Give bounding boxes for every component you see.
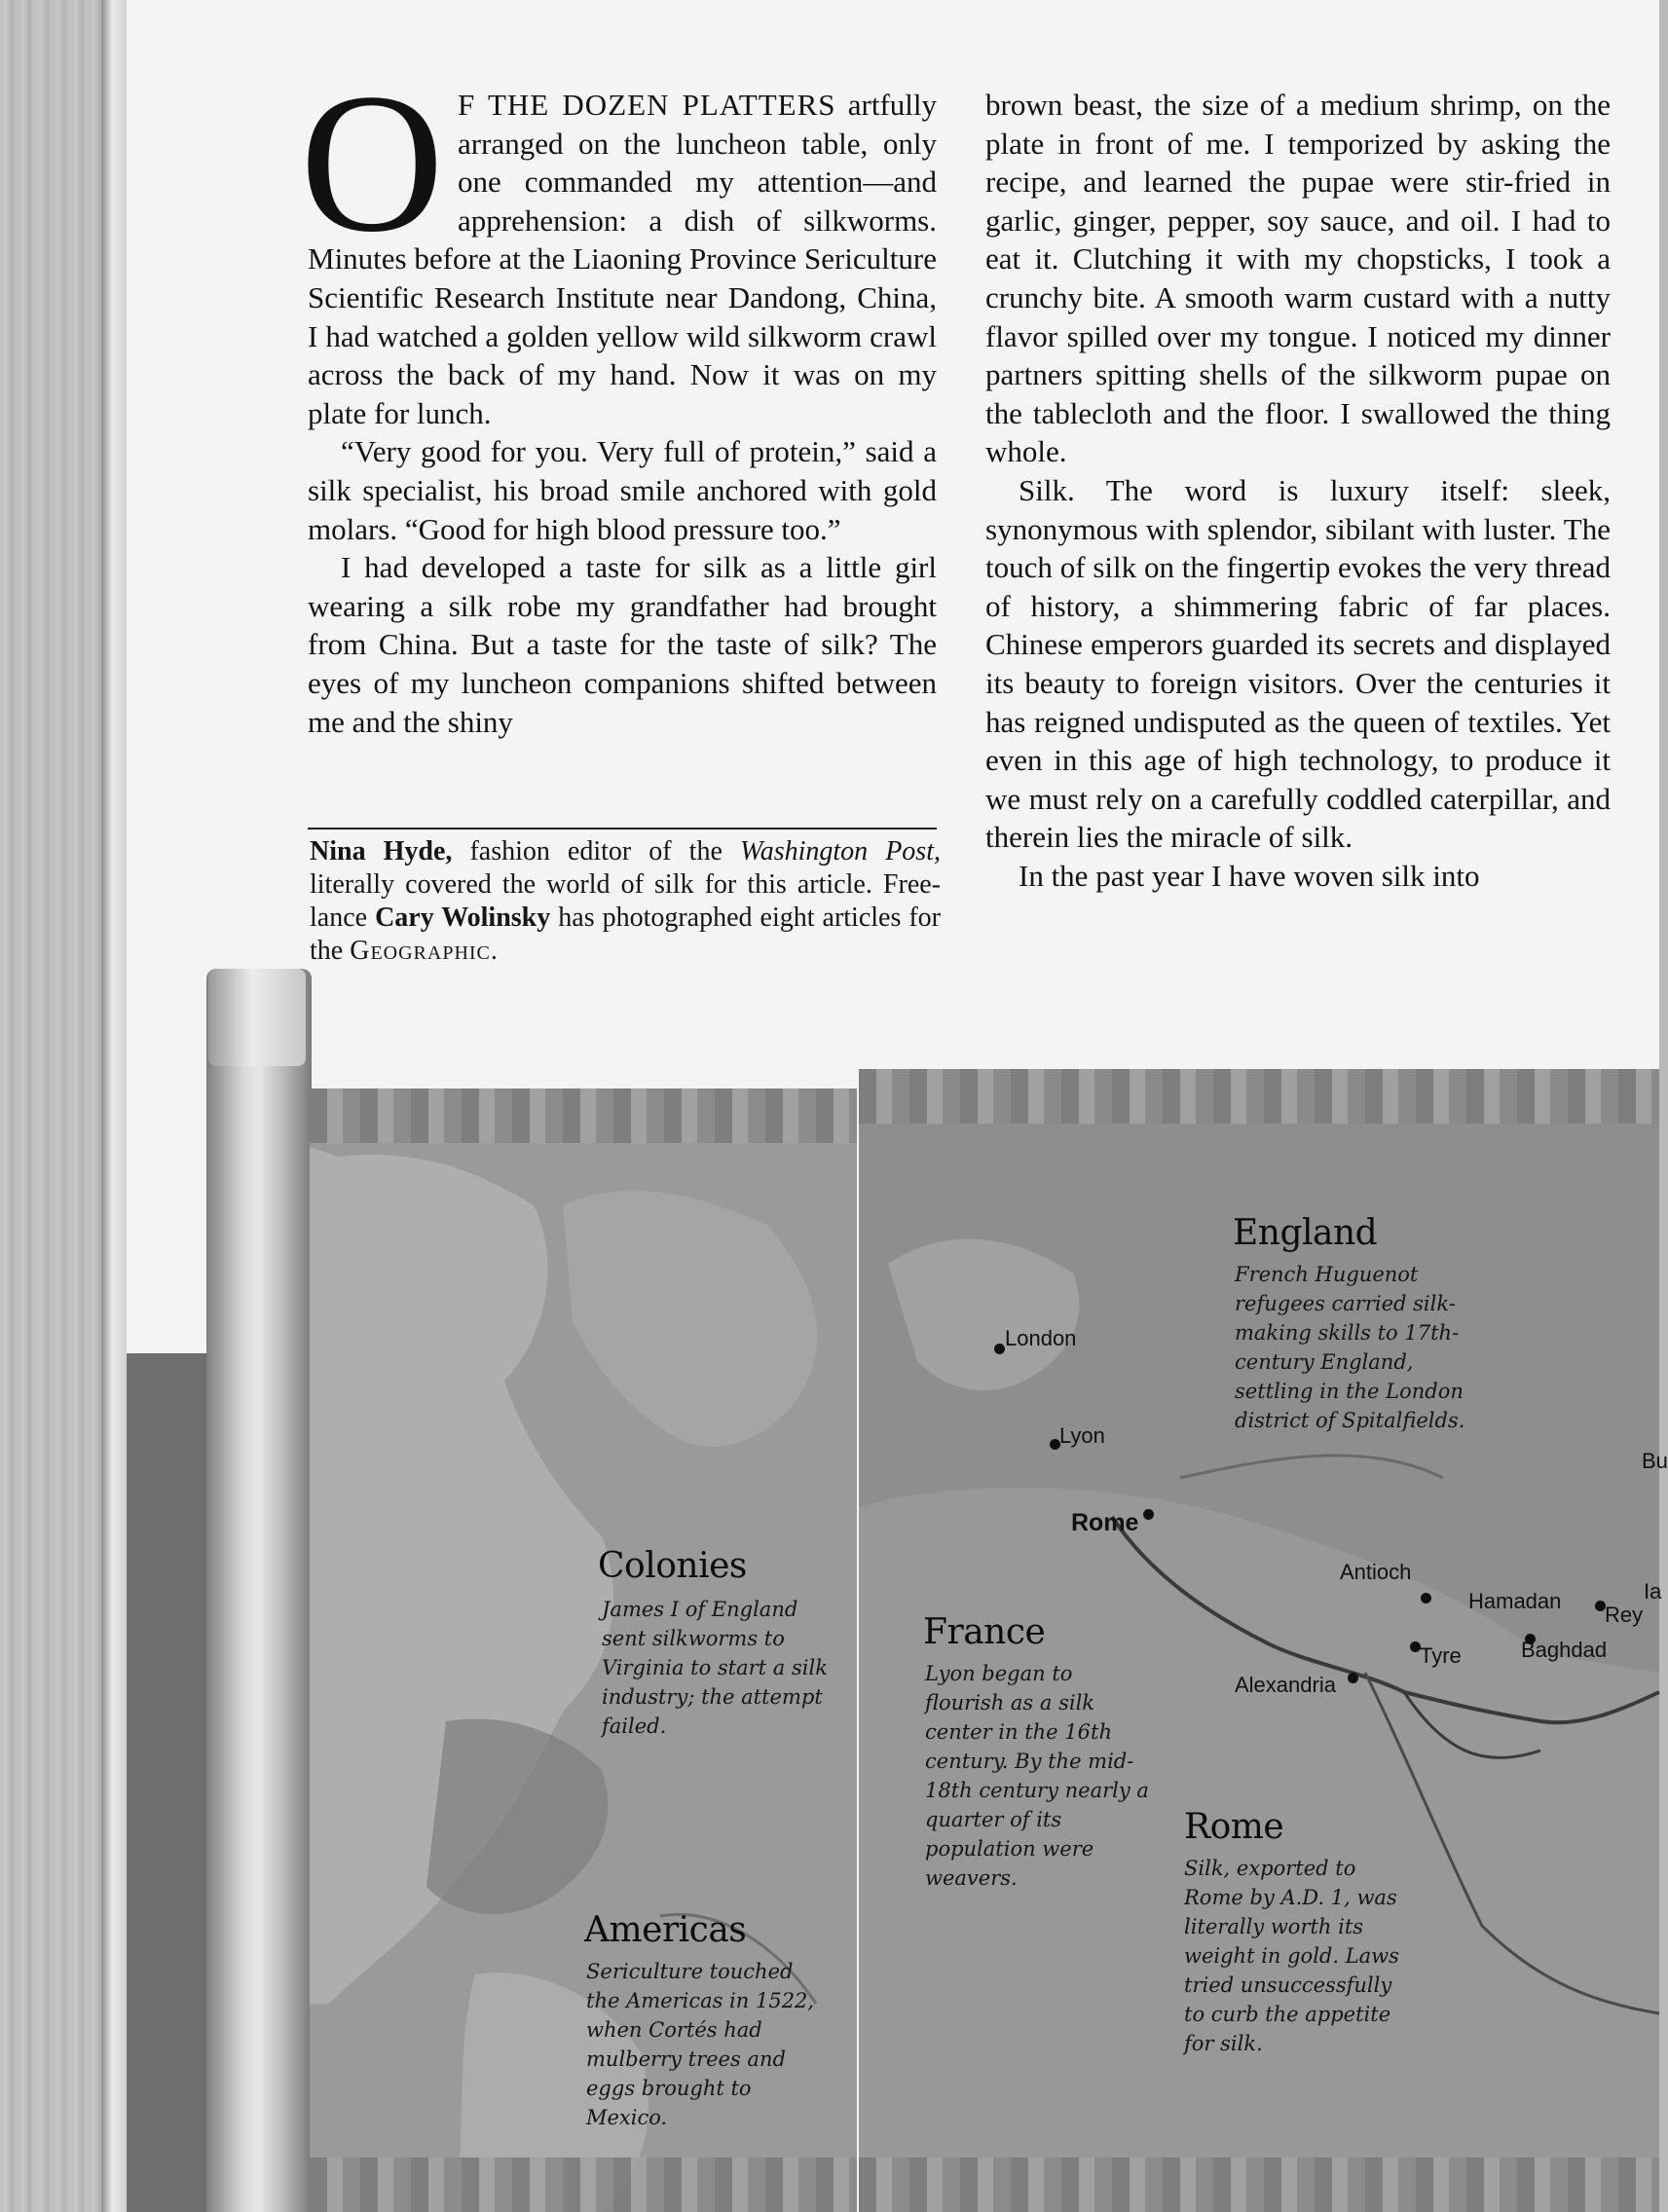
article-column-2 <box>985 86 1611 895</box>
credit-text-2: literally covered the world of silk for this article. Free-lance <box>310 869 941 933</box>
paragraph-5: Silk. The word is luxury itself: sleek, synonymous with splendor, sibilant with luster. The touch of silk on the fingertip evokes the very thread of history, a shimmering fabric of far places. Chinese emperors guarded its secrets and displayed its beauty to foreign visitors. Over the centuries it has reigned undisputed as the queen of textiles. Yet even in this age of high technology, to produce it we must rely on a carefully coddled caterpillar, and therein lies the miracle of silk. <box>985 472 1611 855</box>
region-title-colonies: Colonies <box>598 1546 747 1586</box>
city-dot-antioch <box>1421 1593 1431 1604</box>
region-note-americas: Sericulture touched the Americas in 1522, when Cortés had mulberry trees and eggs brought to Mexico. <box>586 1960 815 2129</box>
publication-name: Washington Post, <box>739 836 941 866</box>
region-title-americas: Americas <box>584 1910 747 1950</box>
credit-text-3: has photographed eight articles for the <box>310 903 942 966</box>
opening-caps: F THE DOZEN PLATTERS <box>458 88 836 122</box>
map-border-bottom-right <box>859 2157 1659 2212</box>
drop-cap: O <box>300 53 445 274</box>
paragraph-4: brown beast, the size of a medium shrimp, on the plate in front of me. I temporized by asking the recipe, and learned the pupae were stir-fried in garlic, ginger, pepper, soy sauce, and oil. I had to eat it. Clutching it with my chopsticks, I took a crunchy bite. A smooth warm custard with a nutty flavor spilled over my tongue. I noticed my dinner partners spitting shells of the silkworm pupae on the tablecloth and the floor. I swallowed the thing whole. <box>985 88 1611 469</box>
article-column-1 <box>300 53 937 741</box>
page-edge <box>101 0 129 2212</box>
paragraph-1-text: artfully arranged on the luncheon table, only one commanded my attention—and apprehension: a dish of silkworms. Minutes before at the Liaoning Province Sericulture Scientific Research Institute near Dandong, China, I had watched a golden yellow wild silkworm crawl across the back of my hand. Now it was on my plate for lunch. <box>308 88 937 430</box>
author-name: Nina Hyde, <box>310 836 453 866</box>
credit-text-1: fashion editor of the <box>452 836 740 866</box>
map-border-bottom <box>310 2157 857 2212</box>
paragraph-2: “Very good for you. Very full of protein,” said a silk specialist, his broad smile anchored with gold molars. “Good for high blood pressure too.” <box>308 434 937 546</box>
author-credit <box>310 835 941 968</box>
region-note-france: Lyon began to flourish as a silk center in the 16th century. By the mid-18th century nearly a quarter of its population were weavers. <box>925 1662 1149 1890</box>
region-title-rome: Rome <box>1184 1807 1284 1847</box>
paragraph-1 <box>300 53 937 432</box>
city-baghdad: Baghdad <box>1521 1638 1608 1662</box>
credit-text-4: . <box>490 936 498 966</box>
city-dot-alexandria <box>1348 1673 1358 1683</box>
city-alexandria: Alexandria <box>1235 1673 1336 1697</box>
city-bu-partial: Bu <box>1642 1449 1668 1473</box>
background-wood <box>0 0 117 2212</box>
city-rey: Rey <box>1605 1603 1644 1627</box>
region-note-colonies: James I of England sent silkworms to Virginia to start a silk industry; the attempt failed. <box>602 1598 828 1738</box>
city-antioch: Antioch <box>1340 1560 1412 1584</box>
shadow-block <box>127 1353 209 2212</box>
city-tyre: Tyre <box>1420 1643 1462 1668</box>
city-london: London <box>1005 1326 1077 1350</box>
region-title-france: France <box>923 1612 1046 1652</box>
city-hamadan: Hamadan <box>1468 1589 1562 1613</box>
scroll-rod-cap <box>208 969 306 1066</box>
magazine-name: Geographic <box>350 936 491 966</box>
region-note-rome: Silk, exported to Rome by A.D. 1, was literally worth its weight in gold. Laws tried unsuccessfully to curb the appetite for silk. <box>1184 1857 1399 2055</box>
city-rome: Rome <box>1071 1509 1139 1536</box>
paragraph-6: In the past year I have woven silk into <box>1019 858 1480 893</box>
city-dot-rome <box>1143 1509 1154 1520</box>
credit-divider <box>308 828 937 830</box>
city-ia-partial: Ia <box>1644 1579 1662 1604</box>
region-title-england: England <box>1233 1213 1378 1253</box>
photographer-name: Cary Wolinsky <box>375 903 551 933</box>
city-lyon: Lyon <box>1059 1423 1105 1448</box>
region-note-england: French Huguenot refugees carried silk-making skills to 17th-century England, settling in the London district of Spitalfields. <box>1235 1263 1465 1432</box>
paragraph-3: I had developed a taste for silk as a little girl wearing a silk robe my grandfather had brought from China. But a taste for the taste of silk? The eyes of my luncheon companions shifted between me and the shiny <box>308 550 937 739</box>
city-dot-london <box>994 1344 1005 1354</box>
scroll-rod <box>206 969 312 2212</box>
